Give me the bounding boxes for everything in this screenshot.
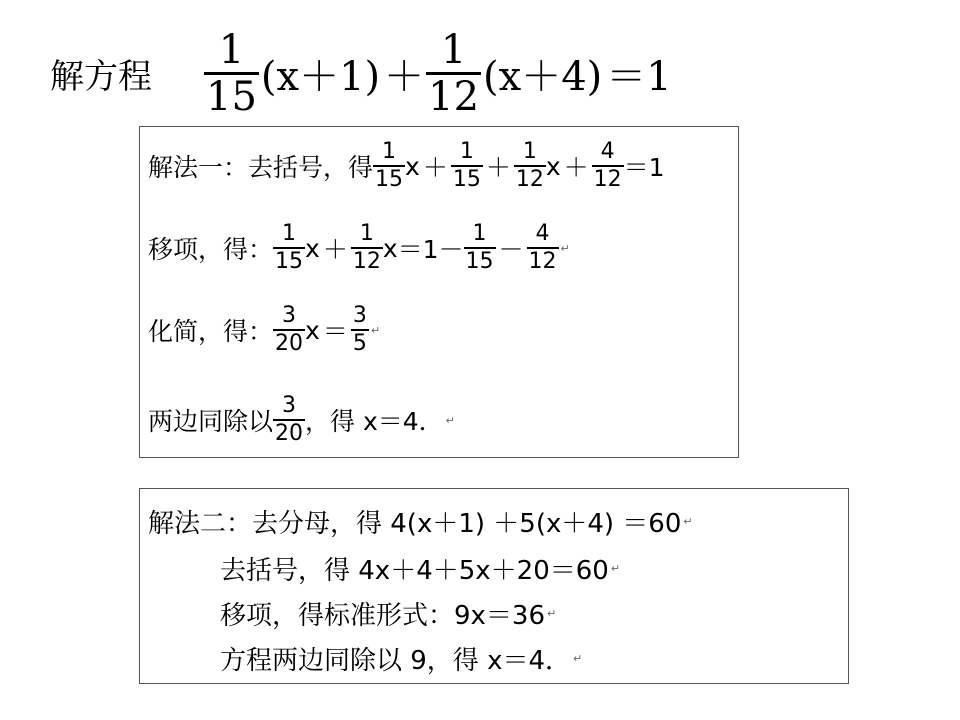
step-label: 化简，得： [148, 317, 274, 346]
operator: ＋ [422, 153, 448, 182]
term-x-plus-1: (x＋1) [260, 53, 381, 100]
numerator: 1 [382, 139, 397, 164]
denominator: 15 [465, 249, 494, 274]
step-text: 移项，得标准形式：9x＝36 [220, 600, 546, 631]
operator: ＋ [485, 153, 511, 182]
variable: x [382, 233, 398, 263]
variable: x [305, 233, 320, 263]
numerator: 3 [352, 303, 367, 328]
step-label: 移项，得： [148, 235, 274, 264]
term-x-plus-4: (x＋4) [483, 53, 603, 100]
numerator: 4 [535, 221, 550, 246]
numerator: 1 [459, 139, 474, 164]
problem-equation [204, 26, 674, 120]
method-two-step-2 [220, 548, 620, 588]
denominator: 12 [593, 167, 622, 192]
step-text: 解法二：去分母，得 4(x＋1) ＋5(x＋4) ＝60 [148, 508, 682, 539]
method-two-step-4 [220, 638, 582, 678]
fraction [351, 305, 369, 355]
method-two-box [139, 488, 849, 684]
plus-sign: ＋ [384, 53, 425, 100]
numerator: 3 [282, 393, 297, 418]
return-mark-icon: ↵ [560, 241, 570, 255]
method-one-box [139, 126, 739, 458]
fraction [373, 141, 405, 191]
fraction [273, 305, 305, 355]
numerator: 4 [600, 139, 615, 164]
denominator: 15 [452, 167, 481, 192]
numerator: 1 [522, 139, 537, 164]
variable: x [305, 315, 320, 345]
step-text: 去括号，得 4x＋4＋5x＋20＝60 [220, 555, 609, 586]
return-mark-icon: ↵ [445, 413, 455, 427]
operator: － [498, 235, 524, 264]
return-mark-icon: ↵ [370, 323, 381, 337]
numerator: 3 [282, 303, 297, 328]
method-one-step-2 [148, 213, 570, 283]
denominator: 12 [515, 167, 544, 192]
method-one-step-1 [148, 131, 665, 201]
equation-rhs: ＝1 [623, 153, 665, 182]
method-two-step-3 [220, 593, 556, 633]
fraction-1-15 [204, 26, 259, 120]
denominator: 15 [275, 249, 304, 274]
numerator: 1 [440, 26, 467, 73]
step-label: 两边同除以 [148, 407, 274, 436]
variable: x [545, 151, 561, 181]
denominator: 20 [275, 421, 304, 446]
fraction-1-12 [426, 26, 481, 120]
return-mark-icon: ↵ [573, 651, 583, 665]
numerator: 1 [218, 26, 245, 73]
denominator: 15 [375, 167, 404, 192]
denominator: 12 [428, 73, 480, 120]
step-label: 解法一：去括号，得 [148, 153, 374, 182]
fraction [514, 141, 546, 191]
problem-header [50, 28, 674, 118]
denominator: 20 [275, 331, 304, 356]
operator: ＋ [322, 235, 348, 264]
equals-sign: ＝ [322, 317, 348, 346]
method-two-step-1 [148, 501, 693, 541]
denominator: 12 [352, 249, 381, 274]
problem-label: 解方程 [50, 56, 152, 97]
method-one-step-4 [148, 385, 455, 455]
fraction [273, 395, 305, 445]
return-mark-icon: ↵ [547, 606, 557, 620]
fraction [592, 141, 624, 191]
method-one-step-3 [148, 295, 380, 365]
return-mark-icon: ↵ [683, 514, 693, 528]
return-mark-icon: ↵ [610, 561, 621, 575]
step-result: ，得 x＝4． [305, 407, 444, 436]
fraction [464, 223, 496, 273]
equals-one-minus: ＝1－ [397, 235, 464, 264]
fraction [351, 223, 383, 273]
variable: x [405, 151, 420, 181]
step-text: 方程两边同除以 9，得 x＝4． [220, 645, 572, 676]
fraction [451, 141, 483, 191]
denominator: 15 [206, 73, 257, 120]
equation-rhs: ＝1 [606, 53, 672, 100]
fraction [273, 223, 305, 273]
denominator: 5 [352, 331, 367, 356]
numerator: 1 [472, 221, 487, 246]
numerator: 1 [282, 221, 297, 246]
fraction [527, 223, 559, 273]
denominator: 12 [528, 249, 557, 274]
operator: ＋ [563, 153, 589, 182]
numerator: 1 [359, 221, 374, 246]
